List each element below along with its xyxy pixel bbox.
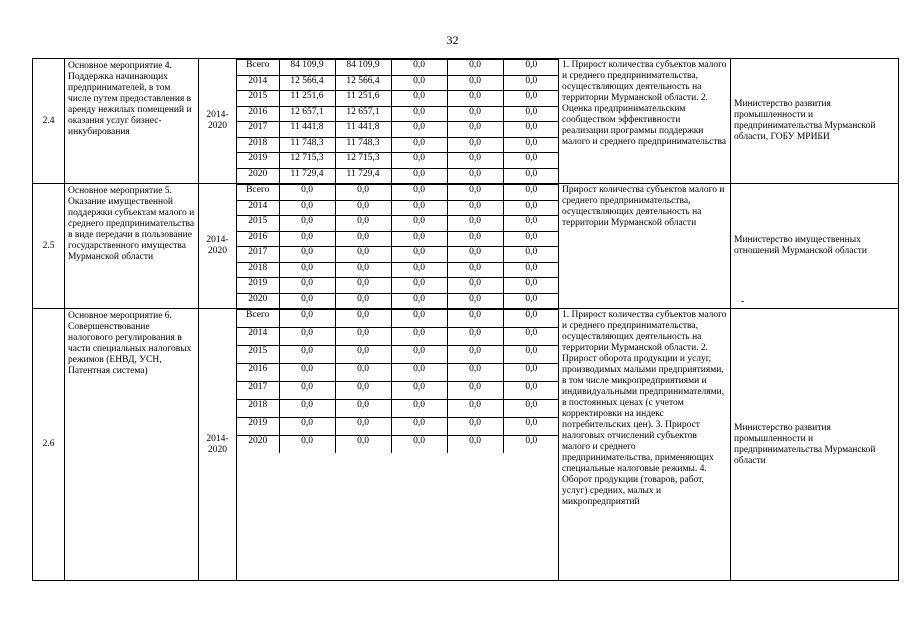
- amount-cell: 0,0: [503, 247, 559, 263]
- finance-row: [237, 137, 559, 153]
- finance-row: [237, 75, 559, 91]
- year-cell: 2019: [237, 153, 279, 169]
- amount-cell: 0,0: [503, 364, 559, 382]
- amount-cell: 0,0: [503, 293, 559, 308]
- amount-cell: 0,0: [391, 262, 447, 278]
- amount-cell: 84 109,9: [279, 60, 335, 76]
- amount-cell: 0,0: [279, 328, 335, 346]
- amount-cell: 0,0: [335, 328, 391, 346]
- executor: Министерство развития промышленности и предпринимательства Мурманской области: [731, 309, 899, 581]
- activity-name: Основное мероприятие 4. Поддержка начинающих предпринимателей, в том числе путем предоставления в аренду нежилых помещений и оказания услуг бизнес-инкубирования: [65, 59, 199, 184]
- amount-cell: 0,0: [335, 247, 391, 263]
- indicators: Прирост количества субъектов малого и среднего предпринимательства, осуществляющих деятельность на территории Мурманской области: [559, 184, 731, 309]
- finance-row: [237, 168, 559, 183]
- finance-row: [237, 122, 559, 138]
- amount-cell: 84 109,9: [335, 60, 391, 76]
- year-cell: 2017: [237, 122, 279, 138]
- finance-row: [237, 262, 559, 278]
- executor: Министерство имущественных отношений Мурманской области: [731, 184, 899, 309]
- year-cell: 2018: [237, 400, 279, 418]
- year-cell: 2015: [237, 91, 279, 107]
- period: 2014-2020: [199, 309, 237, 581]
- amount-cell: 0,0: [335, 185, 391, 201]
- amount-cell: 0,0: [335, 262, 391, 278]
- amount-cell: 12 566,4: [335, 75, 391, 91]
- amount-cell: 0,0: [335, 231, 391, 247]
- amount-cell: 0,0: [447, 436, 503, 454]
- amount-cell: 0,0: [503, 328, 559, 346]
- amount-cell: 0,0: [279, 278, 335, 294]
- finance-row: [237, 364, 559, 382]
- amount-cell: 0,0: [447, 364, 503, 382]
- amount-cell: 0,0: [503, 278, 559, 294]
- amount-cell: 0,0: [503, 60, 559, 76]
- amount-cell: 0,0: [279, 436, 335, 454]
- finance-row: [237, 91, 559, 107]
- amount-cell: 0,0: [447, 91, 503, 107]
- stray-mark: -: [741, 296, 745, 307]
- finance-row: [237, 400, 559, 418]
- amount-cell: 11 748,3: [335, 137, 391, 153]
- activity-name: Основное мероприятие 5. Оказание имущественной поддержки субъектам малого и среднего предпринимательства в виде передачи в пользование государственного имущества Мурманской области: [65, 184, 199, 309]
- amount-cell: 0,0: [335, 382, 391, 400]
- amount-cell: 0,0: [279, 247, 335, 263]
- amount-cell: 0,0: [391, 75, 447, 91]
- amount-cell: 0,0: [503, 310, 559, 328]
- table-row: [33, 184, 899, 309]
- amount-cell: 11 251,6: [279, 91, 335, 107]
- year-cell: 2014: [237, 75, 279, 91]
- amount-cell: 0,0: [391, 231, 447, 247]
- amount-cell: 0,0: [503, 137, 559, 153]
- amount-cell: 0,0: [447, 75, 503, 91]
- finance-row: [237, 60, 559, 76]
- year-cell: 2014: [237, 328, 279, 346]
- amount-cell: 0,0: [335, 418, 391, 436]
- amount-cell: 0,0: [391, 60, 447, 76]
- page-number: 32: [446, 33, 459, 47]
- finance-row: [237, 346, 559, 364]
- year-cell: 2014: [237, 200, 279, 216]
- year-cell: 2017: [237, 247, 279, 263]
- year-cell: Всего: [237, 60, 279, 76]
- year-cell: Всего: [237, 310, 279, 328]
- amount-cell: 0,0: [391, 278, 447, 294]
- amount-cell: 0,0: [447, 262, 503, 278]
- amount-cell: 0,0: [391, 185, 447, 201]
- amount-cell: 0,0: [391, 247, 447, 263]
- amount-cell: 0,0: [447, 137, 503, 153]
- amount-cell: 0,0: [391, 293, 447, 308]
- amount-cell: 0,0: [447, 231, 503, 247]
- amount-cell: 11 729,4: [335, 168, 391, 183]
- amount-cell: 0,0: [279, 418, 335, 436]
- finance-table: [237, 309, 559, 453]
- row-index: 2.5: [33, 184, 65, 309]
- amount-cell: 0,0: [391, 91, 447, 107]
- amount-cell: 0,0: [503, 122, 559, 138]
- amount-cell: 0,0: [503, 75, 559, 91]
- amount-cell: 0,0: [503, 168, 559, 183]
- amount-cell: 12 715,3: [279, 153, 335, 169]
- amount-cell: 0,0: [279, 310, 335, 328]
- amount-cell: 12 657,1: [279, 106, 335, 122]
- amount-cell: 0,0: [503, 91, 559, 107]
- amount-cell: 0,0: [391, 200, 447, 216]
- amount-cell: 0,0: [279, 231, 335, 247]
- amount-cell: 0,0: [503, 106, 559, 122]
- amount-cell: 0,0: [279, 262, 335, 278]
- year-cell: Всего: [237, 185, 279, 201]
- amount-cell: 11 441,8: [279, 122, 335, 138]
- year-cell: 2015: [237, 346, 279, 364]
- amount-cell: 0,0: [503, 216, 559, 232]
- finance-row: [237, 106, 559, 122]
- row-index: 2.4: [33, 59, 65, 184]
- activity-name: Основное мероприятие 6. Совершенствование налогового регулирования в части специальных налоговых режимов (ЕНВД, УСН, Патентная система): [65, 309, 199, 581]
- amount-cell: 0,0: [391, 382, 447, 400]
- year-cell: 2019: [237, 418, 279, 436]
- amount-cell: 0,0: [447, 346, 503, 364]
- amount-cell: 0,0: [391, 168, 447, 183]
- amount-cell: 0,0: [447, 400, 503, 418]
- year-cell: 2020: [237, 293, 279, 308]
- amount-cell: 0,0: [447, 168, 503, 183]
- finance-row: [237, 278, 559, 294]
- amount-cell: 0,0: [279, 200, 335, 216]
- amount-cell: 0,0: [391, 400, 447, 418]
- amount-cell: 0,0: [335, 278, 391, 294]
- finance-row: [237, 328, 559, 346]
- table-row: [33, 309, 899, 581]
- amount-cell: 0,0: [391, 310, 447, 328]
- amount-cell: 0,0: [447, 106, 503, 122]
- finance-cell: [237, 59, 559, 184]
- amount-cell: 0,0: [391, 122, 447, 138]
- amount-cell: 0,0: [447, 382, 503, 400]
- period: 2014-2020: [199, 184, 237, 309]
- amount-cell: 0,0: [447, 293, 503, 308]
- program-table: [32, 58, 899, 581]
- amount-cell: 0,0: [279, 364, 335, 382]
- indicators: 1. Прирост количества субъектов малого и среднего предпринимательства, осуществляющих деятельность на территории Мурманской области. 2. Прирост оборота продукции и услуг, производимых малыми предприятиями, в том числе микропредприятиями и индивидуальными предпринимателями, в постоянных ценах (с учетом корректировки на индекс потребительских цен). 3. Прирост налоговых отчислений субъектов малого и среднего предпринимательства, применяющих специальные налоговые режимы. 4. Оборот продукции (товаров, работ, услуг) средних, малых и микропредприятий: [559, 309, 731, 581]
- finance-table: [237, 184, 559, 308]
- finance-cell: [237, 309, 559, 581]
- finance-row: [237, 382, 559, 400]
- amount-cell: 0,0: [391, 137, 447, 153]
- finance-row: [237, 185, 559, 201]
- amount-cell: 0,0: [503, 400, 559, 418]
- amount-cell: 11 441,8: [335, 122, 391, 138]
- amount-cell: 0,0: [503, 436, 559, 454]
- amount-cell: 0,0: [279, 346, 335, 364]
- amount-cell: 0,0: [391, 418, 447, 436]
- finance-cell: [237, 184, 559, 309]
- year-cell: 2020: [237, 168, 279, 183]
- amount-cell: 0,0: [503, 382, 559, 400]
- year-cell: 2020: [237, 436, 279, 454]
- amount-cell: 0,0: [447, 328, 503, 346]
- amount-cell: 0,0: [335, 293, 391, 308]
- amount-cell: 0,0: [447, 247, 503, 263]
- amount-cell: 0,0: [391, 328, 447, 346]
- amount-cell: 0,0: [391, 364, 447, 382]
- amount-cell: 0,0: [335, 310, 391, 328]
- amount-cell: 0,0: [335, 346, 391, 364]
- amount-cell: 0,0: [503, 346, 559, 364]
- amount-cell: 0,0: [391, 436, 447, 454]
- year-cell: 2016: [237, 106, 279, 122]
- row-index: 2.6: [33, 309, 65, 581]
- amount-cell: 12 715,3: [335, 153, 391, 169]
- amount-cell: 0,0: [503, 200, 559, 216]
- indicators: 1. Прирост количества субъектов малого и среднего предпринимательства, осуществляющих деятельность на территории Мурманской области. 2. Оценка предпринимательским сообществом эффективности реализации программы поддержки малого и среднего предпринимательства: [559, 59, 731, 184]
- amount-cell: 11 251,6: [335, 91, 391, 107]
- amount-cell: 0,0: [279, 400, 335, 418]
- amount-cell: 0,0: [391, 216, 447, 232]
- finance-row: [237, 216, 559, 232]
- amount-cell: 0,0: [335, 364, 391, 382]
- finance-row: [237, 247, 559, 263]
- finance-row: [237, 436, 559, 454]
- amount-cell: 0,0: [335, 436, 391, 454]
- finance-row: [237, 231, 559, 247]
- amount-cell: 0,0: [447, 153, 503, 169]
- amount-cell: 0,0: [503, 185, 559, 201]
- amount-cell: 0,0: [279, 216, 335, 232]
- year-cell: 2018: [237, 137, 279, 153]
- amount-cell: 0,0: [279, 185, 335, 201]
- finance-row: [237, 200, 559, 216]
- finance-table: [237, 59, 559, 183]
- amount-cell: 0,0: [447, 185, 503, 201]
- amount-cell: 11 729,4: [279, 168, 335, 183]
- amount-cell: 0,0: [503, 231, 559, 247]
- amount-cell: 0,0: [503, 418, 559, 436]
- finance-row: [237, 418, 559, 436]
- amount-cell: 0,0: [335, 216, 391, 232]
- finance-row: [237, 293, 559, 308]
- amount-cell: 0,0: [447, 310, 503, 328]
- finance-row: [237, 310, 559, 328]
- year-cell: 2016: [237, 364, 279, 382]
- amount-cell: 0,0: [279, 382, 335, 400]
- amount-cell: 11 748,3: [279, 137, 335, 153]
- amount-cell: 0,0: [391, 153, 447, 169]
- amount-cell: 0,0: [391, 106, 447, 122]
- period: 2014-2020: [199, 59, 237, 184]
- finance-row: [237, 153, 559, 169]
- amount-cell: 0,0: [447, 60, 503, 76]
- year-cell: 2017: [237, 382, 279, 400]
- table-row: [33, 59, 899, 184]
- year-cell: 2019: [237, 278, 279, 294]
- amount-cell: 0,0: [447, 418, 503, 436]
- amount-cell: 0,0: [503, 153, 559, 169]
- amount-cell: 0,0: [279, 293, 335, 308]
- amount-cell: 0,0: [391, 346, 447, 364]
- amount-cell: 0,0: [447, 278, 503, 294]
- amount-cell: 12 566,4: [279, 75, 335, 91]
- amount-cell: 0,0: [503, 262, 559, 278]
- amount-cell: 0,0: [447, 200, 503, 216]
- year-cell: 2015: [237, 216, 279, 232]
- amount-cell: 12 657,1: [335, 106, 391, 122]
- amount-cell: 0,0: [447, 216, 503, 232]
- amount-cell: 0,0: [447, 122, 503, 138]
- executor: Министерство развития промышленности и предпринимательства Мурманской области, ГОБУ МРИБИ: [731, 59, 899, 184]
- amount-cell: 0,0: [335, 400, 391, 418]
- year-cell: 2018: [237, 262, 279, 278]
- year-cell: 2016: [237, 231, 279, 247]
- amount-cell: 0,0: [335, 200, 391, 216]
